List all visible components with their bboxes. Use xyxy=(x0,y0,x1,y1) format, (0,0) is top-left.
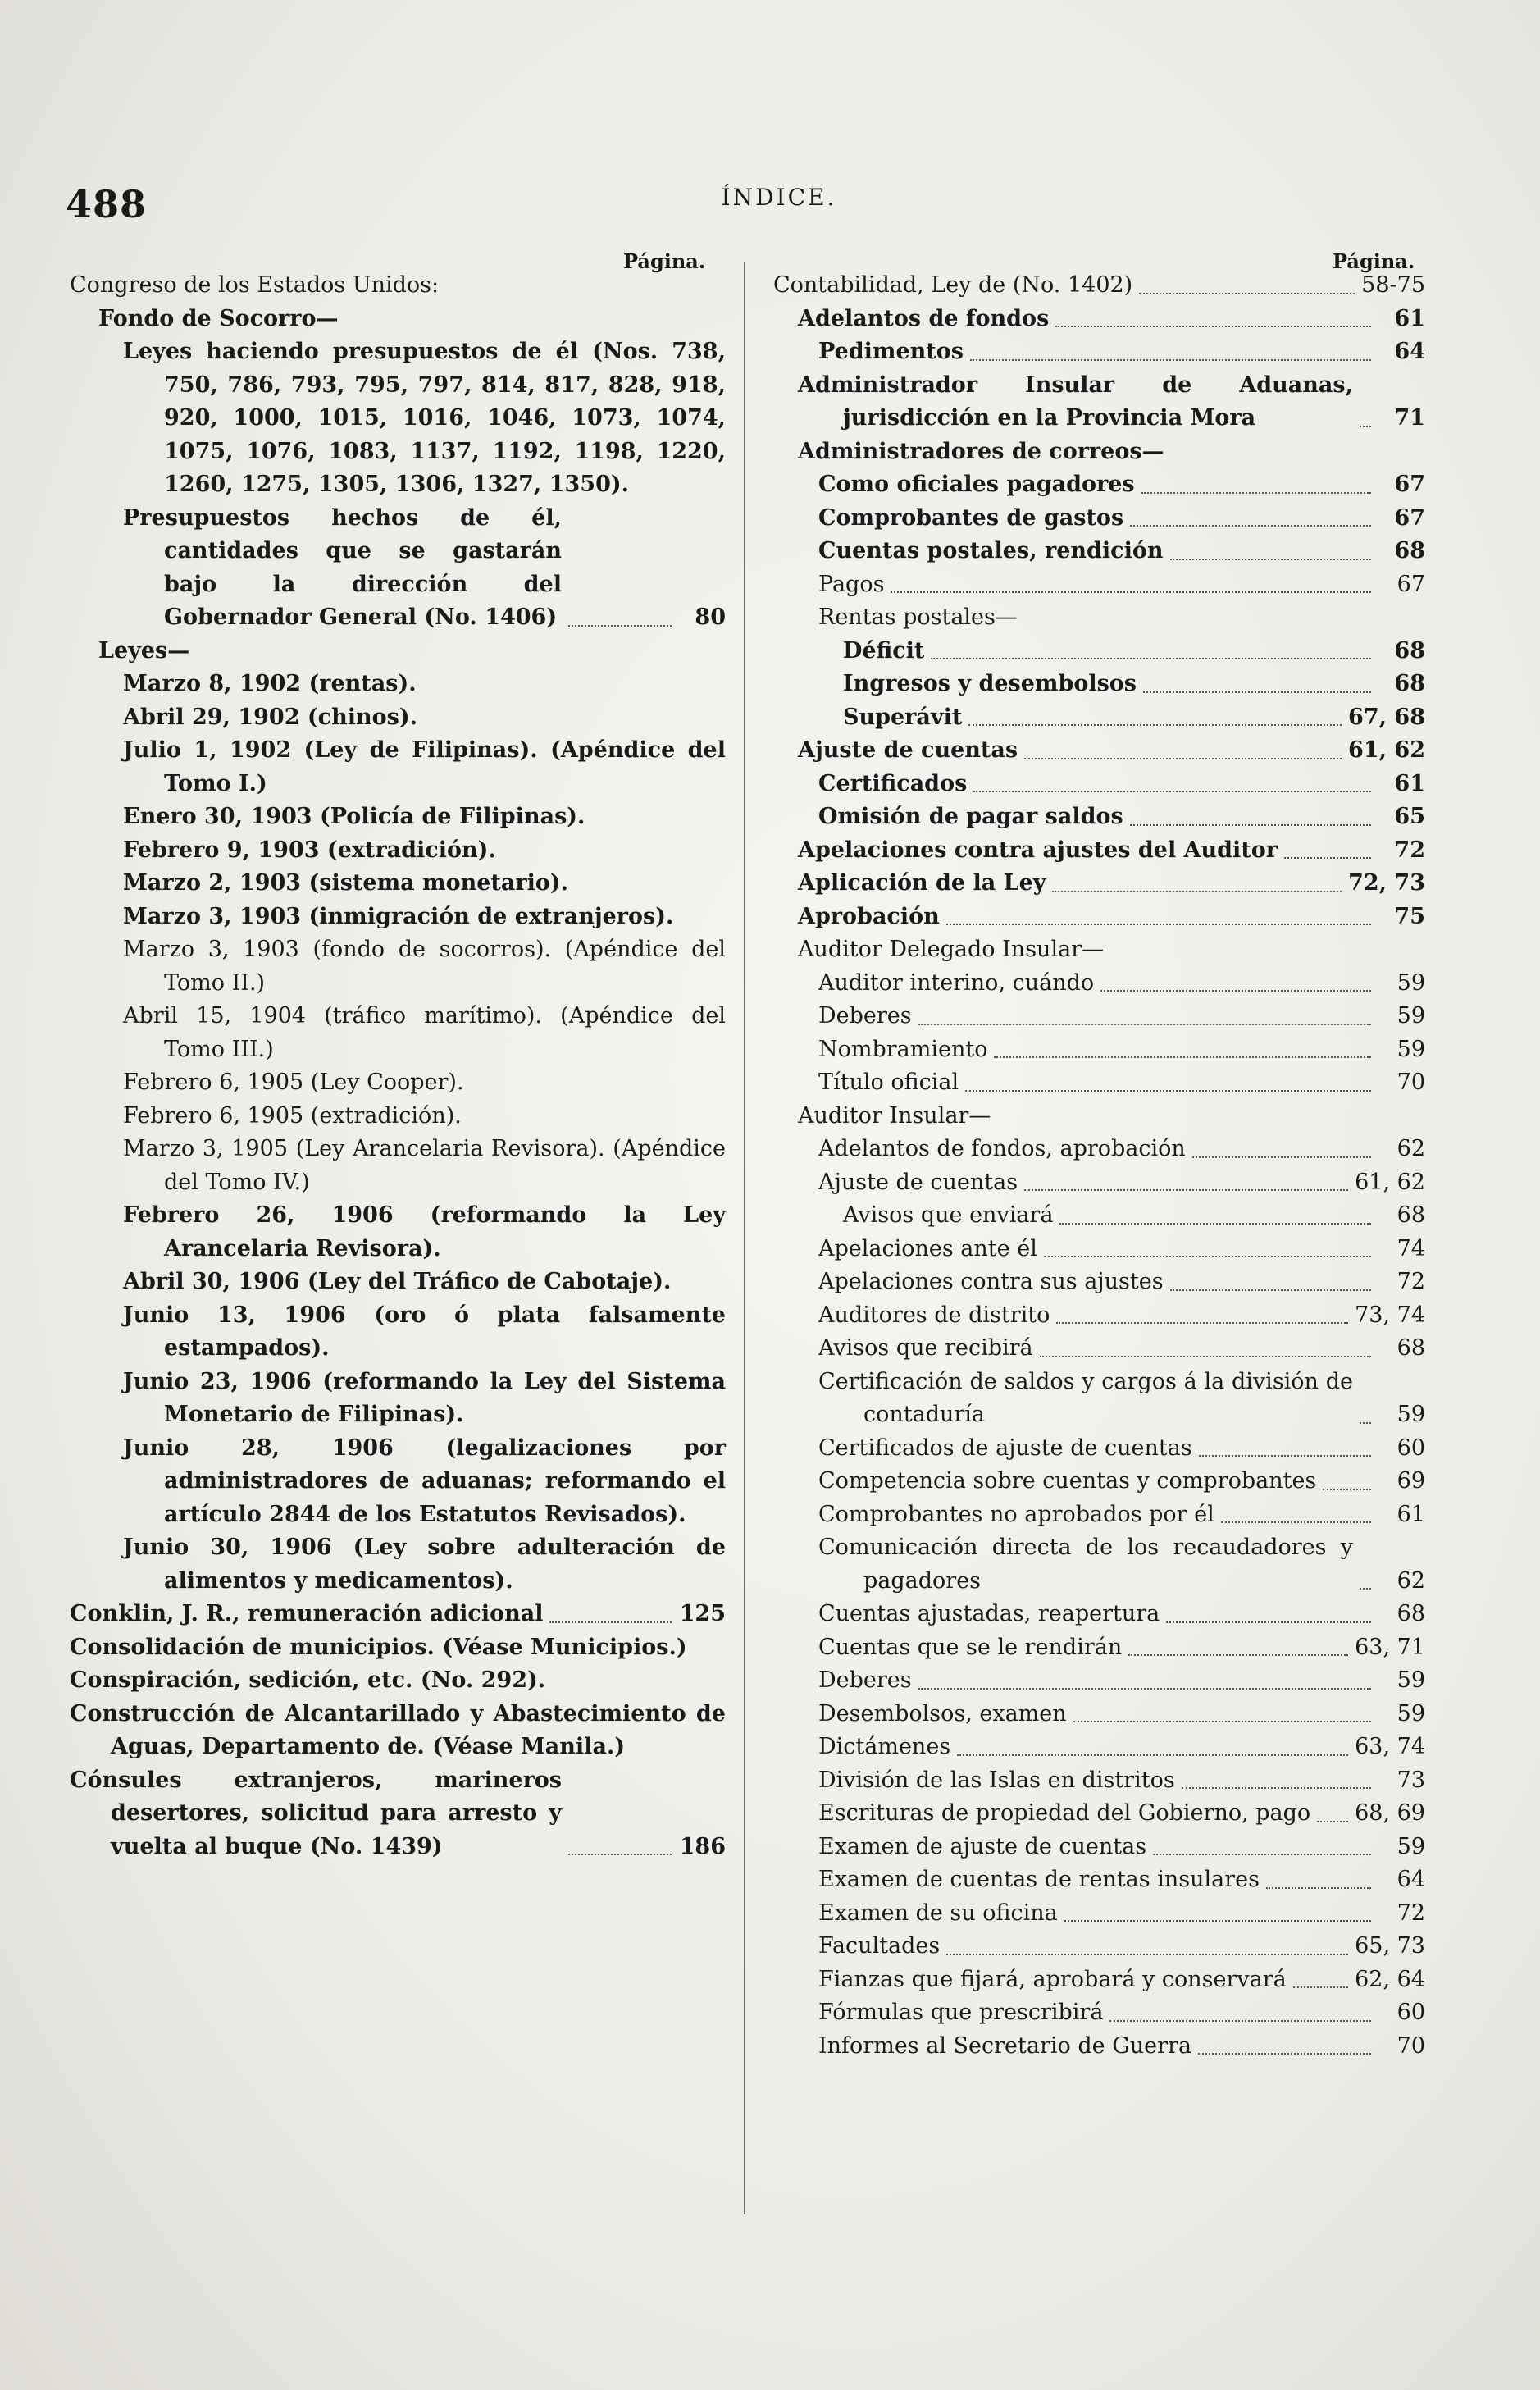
page-reference: 72 xyxy=(1396,1269,1425,1294)
page-reference: 61 xyxy=(1394,305,1425,331)
entry-text: Presupuestos hechos de él, cantidades que se gastarán bajo la dirección del Gobernador General (No. 1406) xyxy=(123,504,562,630)
index-entry xyxy=(773,1764,1425,1798)
page-reference: 73, 74 xyxy=(1355,1302,1425,1328)
dot-leader xyxy=(931,658,1371,659)
dot-leader xyxy=(970,359,1371,361)
entry-text: Deberes xyxy=(818,1003,912,1029)
entry-text: Dictámenes xyxy=(818,1734,951,1759)
dot-leader xyxy=(1044,1256,1371,1257)
dot-leader xyxy=(994,1056,1371,1058)
page-reference: 61 xyxy=(1396,1501,1425,1527)
page-reference: 67, 68 xyxy=(1348,704,1425,730)
entry-text: Ajuste de cuentas xyxy=(818,1169,1018,1195)
pagina-label-right: Página. xyxy=(1333,249,1415,273)
page-reference: 65, 73 xyxy=(1355,1933,1425,1959)
index-entry xyxy=(70,668,726,701)
page-reference: 61, 62 xyxy=(1348,737,1425,763)
page-reference: 59 xyxy=(1396,1003,1425,1029)
dot-leader xyxy=(918,1688,1371,1690)
index-entry xyxy=(773,1598,1425,1631)
entry-text: Examen de ajuste de cuentas xyxy=(818,1833,1147,1859)
page-reference: 72, 73 xyxy=(1348,870,1425,896)
index-entry xyxy=(70,335,726,502)
dot-leader xyxy=(1059,1223,1371,1225)
dot-leader xyxy=(568,1854,672,1855)
dot-leader xyxy=(1221,1521,1371,1523)
index-entry xyxy=(773,834,1425,868)
entry-text: Avisos que recibirá xyxy=(818,1335,1033,1361)
entry-text: Aplicación de la Ley xyxy=(798,870,1046,896)
index-entry xyxy=(773,668,1425,701)
index-entry xyxy=(773,468,1425,502)
running-head: ÍNDICE. xyxy=(721,184,837,211)
index-entry xyxy=(773,901,1425,934)
dot-leader xyxy=(1192,1156,1371,1158)
page-reference: 68 xyxy=(1396,1202,1425,1228)
page-reference: 62 xyxy=(1396,1567,1425,1594)
index-entry xyxy=(773,1366,1425,1432)
page-reference: 80 xyxy=(695,604,726,630)
entry-text: Ingresos y desembolsos xyxy=(843,671,1137,696)
entry-text: Escrituras de propiedad del Gobierno, pago xyxy=(818,1800,1311,1826)
entry-text: Junio 30, 1906 (Ley sobre adulteración de alimentos y medicamentos). xyxy=(123,1535,726,1594)
index-entry xyxy=(70,303,726,336)
dot-leader xyxy=(1170,559,1372,560)
index-entry xyxy=(773,1631,1425,1665)
index-entry xyxy=(773,2030,1425,2064)
entry-text: Certificados xyxy=(818,770,968,796)
page-reference: 73 xyxy=(1396,1767,1425,1793)
page-reference: 72 xyxy=(1394,837,1425,863)
entry-text: Febrero 26, 1906 (reformando la Ley Arancelaria Revisora). xyxy=(123,1202,726,1261)
page-reference: 65 xyxy=(1394,804,1425,829)
dot-leader xyxy=(918,1024,1371,1025)
index-entry xyxy=(773,1033,1425,1067)
index-entry xyxy=(773,1964,1425,1997)
entry-text: Auditor Insular— xyxy=(798,1102,991,1129)
page-reference: 60 xyxy=(1396,2000,1425,2025)
entry-text: Pagos xyxy=(818,571,885,597)
entry-text: Cuentas que se le rendirán xyxy=(818,1634,1123,1660)
entry-text: Marzo 2, 1903 (sistema monetario). xyxy=(123,870,569,896)
page-reference: 68 xyxy=(1394,538,1425,563)
index-entry xyxy=(773,1698,1425,1731)
index-entry xyxy=(70,502,726,635)
page-reference: 71 xyxy=(1394,405,1425,431)
entry-text: Administradores de correos— xyxy=(798,438,1164,464)
dot-leader xyxy=(1170,1289,1371,1291)
dot-leader xyxy=(1284,857,1371,859)
page-reference: 68, 69 xyxy=(1355,1800,1425,1826)
index-entry xyxy=(70,933,726,1000)
index-entry xyxy=(773,303,1425,336)
index-entry xyxy=(773,1332,1425,1366)
entry-text: Fianzas que fijará, aprobará y conservará xyxy=(818,1966,1287,1992)
dot-leader xyxy=(1073,1721,1371,1722)
index-entry xyxy=(773,635,1425,668)
index-entry xyxy=(773,734,1425,768)
page-reference: 62 xyxy=(1396,1136,1425,1161)
page-reference: 69 xyxy=(1396,1468,1425,1494)
dot-leader xyxy=(891,591,1371,593)
page-reference: 72 xyxy=(1396,1900,1425,1926)
page-reference: 125 xyxy=(679,1601,726,1626)
entry-text: Facultades xyxy=(818,1933,941,1959)
entry-text: Congreso de los Estados Unidos: xyxy=(70,272,440,298)
entry-text: Título oficial xyxy=(818,1070,959,1095)
entry-text: Aprobación xyxy=(798,903,940,929)
index-entry xyxy=(773,369,1425,436)
index-entry xyxy=(70,269,726,303)
dot-leader xyxy=(1323,1489,1371,1490)
entry-text: Enero 30, 1903 (Policía de Filipinas). xyxy=(123,804,585,829)
entry-text: Auditores de distrito xyxy=(818,1302,1050,1328)
entry-text: Deberes xyxy=(818,1667,912,1693)
index-entry xyxy=(773,1100,1425,1133)
index-entry xyxy=(70,635,726,668)
index-entry xyxy=(70,734,726,800)
page-reference: 59 xyxy=(1396,1700,1425,1726)
index-entry xyxy=(70,1000,726,1066)
index-entry xyxy=(70,901,726,934)
entry-text: Certificación de saldos y cargos á la división de contaduría xyxy=(818,1368,1353,1427)
index-entry xyxy=(773,1797,1425,1831)
entry-text: Conklin, J. R., remuneración adicional xyxy=(70,1601,544,1626)
index-entry xyxy=(70,1631,726,1665)
dot-leader xyxy=(1024,758,1342,759)
dot-leader xyxy=(1130,525,1371,527)
page-reference: 67 xyxy=(1394,504,1425,531)
entry-text: Competencia sobre cuentas y comprobantes xyxy=(818,1468,1317,1494)
entry-text: Abril 30, 1906 (Ley del Tráfico de Cabotaje). xyxy=(123,1269,672,1294)
index-entry xyxy=(773,1000,1425,1033)
page-reference: 186 xyxy=(679,1833,726,1859)
index-entry xyxy=(773,1199,1425,1233)
page-reference: 68 xyxy=(1394,637,1425,664)
entry-text: Examen de cuentas de rentas insulares xyxy=(818,1867,1260,1892)
entry-text: Marzo 3, 1903 (inmigración de extranjeros). xyxy=(123,903,674,929)
entry-text: Adelantos de fondos, aprobación xyxy=(818,1136,1186,1161)
index-entry xyxy=(773,1831,1425,1864)
index-entry xyxy=(773,502,1425,536)
page-reference: 68 xyxy=(1394,671,1425,696)
index-entry xyxy=(773,1166,1425,1200)
dot-leader xyxy=(1266,1887,1371,1889)
dot-leader xyxy=(1166,1621,1371,1623)
entry-text: Desembolsos, examen xyxy=(818,1700,1067,1726)
entry-text: Febrero 6, 1905 (extradición). xyxy=(123,1102,462,1129)
entry-text: Administrador Insular de Aduanas, jurisdicción en la Provincia Mora xyxy=(798,372,1353,431)
index-entry xyxy=(773,269,1425,303)
page-reference: 74 xyxy=(1396,1235,1425,1261)
index-entry xyxy=(70,1133,726,1199)
entry-text: Marzo 3, 1903 (fondo de socorros). (Apéndice del Tomo II.) xyxy=(123,937,726,996)
dot-leader xyxy=(1153,1854,1371,1855)
entry-text: Rentas postales— xyxy=(818,604,1018,630)
index-entry xyxy=(70,1199,726,1266)
entry-text: Comprobantes no aprobados por él xyxy=(818,1501,1214,1527)
dot-leader xyxy=(968,724,1342,726)
page-reference: 64 xyxy=(1394,339,1425,364)
index-entry xyxy=(773,933,1425,967)
page-reference: 67 xyxy=(1394,472,1425,497)
entry-text: Cuentas postales, rendición xyxy=(818,538,1164,563)
dot-leader xyxy=(1100,990,1371,992)
entry-text: Comprobantes de gastos xyxy=(818,504,1124,531)
page-reference: 59 xyxy=(1396,969,1425,996)
index-entry xyxy=(70,1299,726,1366)
dot-leader xyxy=(549,1621,672,1623)
entry-text: Julio 1, 1902 (Ley de Filipinas). (Apéndice del Tomo I.) xyxy=(123,737,726,796)
index-entry xyxy=(773,768,1425,801)
dot-leader xyxy=(1360,1588,1371,1590)
index-entry xyxy=(70,1664,726,1698)
entry-text: Comunicación directa de los recaudadores y pagadores xyxy=(818,1535,1353,1594)
index-entry xyxy=(70,1531,726,1598)
entry-text: Avisos que enviará xyxy=(843,1202,1054,1228)
index-entry xyxy=(773,1133,1425,1166)
dot-leader xyxy=(1052,891,1342,892)
index-entry xyxy=(773,867,1425,901)
entry-text: Marzo 3, 1905 (Ley Arancelaria Revisora). (Apéndice del Tomo IV.) xyxy=(123,1136,726,1195)
index-entry xyxy=(773,1432,1425,1466)
page-reference: 68 xyxy=(1396,1335,1425,1361)
dot-leader xyxy=(965,1090,1371,1092)
dot-leader xyxy=(1360,1422,1371,1424)
page-reference: 67 xyxy=(1396,571,1425,597)
entry-text: Como oficiales pagadores xyxy=(818,472,1135,497)
column-divider xyxy=(744,262,745,2214)
entry-text: Febrero 9, 1903 (extradición). xyxy=(123,837,496,863)
dot-leader xyxy=(1064,1920,1371,1922)
dot-leader xyxy=(568,625,672,627)
index-entry xyxy=(773,601,1425,635)
entry-text: División de las Islas en distritos xyxy=(818,1767,1175,1793)
page-reference: 75 xyxy=(1394,903,1425,929)
index-entry xyxy=(70,1066,726,1100)
page-reference: 59 xyxy=(1396,1036,1425,1062)
index-entry xyxy=(773,568,1425,602)
dot-leader xyxy=(1317,1821,1348,1822)
entry-text: Examen de su oficina xyxy=(818,1900,1058,1926)
index-entry xyxy=(773,1266,1425,1299)
page-reference: 70 xyxy=(1396,1070,1425,1095)
entry-text: Cuentas ajustadas, reapertura xyxy=(818,1601,1160,1626)
dot-leader xyxy=(957,1754,1348,1756)
entry-text: Nombramiento xyxy=(818,1036,988,1062)
dot-leader xyxy=(1141,492,1371,494)
page-reference: 61 xyxy=(1394,770,1425,796)
index-entry xyxy=(773,1930,1425,1964)
dot-leader xyxy=(946,924,1371,925)
index-entry xyxy=(773,335,1425,369)
index-entry xyxy=(773,535,1425,568)
entry-text: Auditor Delegado Insular— xyxy=(798,937,1105,962)
entry-text: Junio 13, 1906 (oro ó plata falsamente estampados). xyxy=(123,1302,726,1361)
dot-leader xyxy=(1198,2053,1371,2055)
dot-leader xyxy=(1139,293,1355,294)
entry-text: Junio 23, 1906 (reformando la Ley del Sistema Monetario de Filipinas). xyxy=(123,1368,726,1427)
entry-text: Consolidación de municipios. (Véase Municipios.) xyxy=(70,1634,687,1660)
entry-text: Apelaciones contra sus ajustes xyxy=(818,1269,1164,1294)
page-reference: 68 xyxy=(1396,1601,1425,1626)
entry-text: Abril 29, 1902 (chinos). xyxy=(123,704,418,730)
entry-text: Construcción de Alcantarillado y Abastecimiento de Aguas, Departamento de. (Véase Manila.) xyxy=(70,1700,726,1759)
index-entry xyxy=(70,1432,726,1532)
entry-text: Adelantos de fondos xyxy=(798,305,1050,331)
dot-leader xyxy=(1040,1356,1371,1357)
index-entry xyxy=(70,800,726,834)
index-entry xyxy=(773,1531,1425,1598)
entry-text: Fórmulas que prescribirá xyxy=(818,2000,1104,2025)
index-entry xyxy=(70,1598,726,1631)
index-entry xyxy=(773,1863,1425,1897)
page-reference: 59 xyxy=(1396,1402,1425,1427)
dot-leader xyxy=(946,1954,1348,1955)
entry-text: Leyes haciendo presupuestos de él (Nos. 738, 750, 786, 793, 795, 797, 814, 817, 828, 918, 920, 1000, 1015, 1016, 1046, 1073, 1074, 1075, 1076, 1083, 1137, 1192, 1198, 1220, 1260, 1275, 1305, 1306, 1327, 1350). xyxy=(123,339,726,497)
page-reference: 70 xyxy=(1396,2032,1425,2059)
index-entry xyxy=(773,1465,1425,1498)
index-entry xyxy=(773,1664,1425,1698)
entry-text: Déficit xyxy=(843,637,925,664)
index-entry xyxy=(773,1498,1425,1532)
index-entry xyxy=(70,867,726,901)
entry-text: Superávit xyxy=(843,704,963,730)
index-entry xyxy=(70,1764,726,1864)
page-reference: 60 xyxy=(1396,1434,1425,1461)
page-reference: 63, 74 xyxy=(1355,1734,1425,1759)
index-entry xyxy=(773,701,1425,735)
index-entry xyxy=(773,1996,1425,2030)
page-reference: 58-75 xyxy=(1361,272,1425,298)
dot-leader xyxy=(1109,2020,1371,2022)
dot-leader xyxy=(1130,824,1371,826)
entry-text: Omisión de pagar saldos xyxy=(818,804,1123,829)
dot-leader xyxy=(1360,426,1371,427)
entry-text: Fondo de Socorro— xyxy=(98,305,339,331)
entry-text: Febrero 6, 1905 (Ley Cooper). xyxy=(123,1070,464,1095)
entry-text: Contabilidad, Ley de (No. 1402) xyxy=(773,272,1133,298)
index-entry xyxy=(70,1366,726,1432)
entry-text: Certificados de ajuste de cuentas xyxy=(818,1434,1192,1461)
page-reference: 64 xyxy=(1396,1867,1425,1892)
entry-text: Leyes— xyxy=(98,637,190,664)
index-entry xyxy=(70,701,726,735)
index-entry xyxy=(773,1897,1425,1931)
index-entry xyxy=(773,1233,1425,1266)
page-reference: 59 xyxy=(1396,1667,1425,1693)
page-number: 488 xyxy=(66,182,148,226)
index-entry xyxy=(70,1698,726,1764)
page-reference: 59 xyxy=(1396,1833,1425,1859)
page-reference: 61, 62 xyxy=(1355,1169,1425,1195)
page-reference: 63, 71 xyxy=(1355,1634,1425,1660)
entry-text: Apelaciones contra ajustes del Auditor xyxy=(798,837,1278,863)
dot-leader xyxy=(1056,1322,1348,1324)
entry-text: Junio 28, 1906 (legalizaciones por administradores de aduanas; reformando el artículo 2844 de los Estatutos Revisados). xyxy=(123,1434,726,1527)
dot-leader xyxy=(973,791,1371,792)
pagina-label-left: Página. xyxy=(623,249,706,273)
entry-text: Cónsules extranjeros, marineros desertores, solicitud para arresto y vuelta al buque (No. 1439) xyxy=(70,1767,562,1859)
index-column-left xyxy=(70,269,726,1863)
entry-text: Abril 15, 1904 (tráfico marítimo). (Apéndice del Tomo III.) xyxy=(123,1003,726,1062)
dot-leader xyxy=(1293,1986,1348,1988)
dot-leader xyxy=(1024,1189,1348,1191)
index-entry xyxy=(70,1266,726,1299)
page-reference: 62, 64 xyxy=(1355,1966,1425,1992)
entry-text: Marzo 8, 1902 (rentas). xyxy=(123,671,417,696)
index-entry xyxy=(773,1066,1425,1100)
index-entry xyxy=(773,1299,1425,1333)
index-column-right xyxy=(773,269,1425,2063)
dot-leader xyxy=(1182,1787,1371,1789)
dot-leader xyxy=(1199,1455,1371,1457)
entry-text: Ajuste de cuentas xyxy=(798,737,1018,763)
dot-leader xyxy=(1128,1654,1348,1656)
entry-text: Apelaciones ante él xyxy=(818,1235,1037,1261)
index-entry xyxy=(773,436,1425,469)
index-entry xyxy=(70,834,726,868)
dot-leader xyxy=(1143,691,1371,693)
index-entry xyxy=(70,1100,726,1133)
entry-text: Informes al Secretario de Guerra xyxy=(818,2032,1192,2059)
entry-text: Conspiración, sedición, etc. (No. 292). xyxy=(70,1667,546,1693)
entry-text: Pedimentos xyxy=(818,339,964,364)
entry-text: Auditor interino, cuándo xyxy=(818,969,1095,996)
index-entry xyxy=(773,967,1425,1001)
index-entry xyxy=(773,1731,1425,1764)
index-entry xyxy=(773,800,1425,834)
dot-leader xyxy=(1055,326,1371,327)
